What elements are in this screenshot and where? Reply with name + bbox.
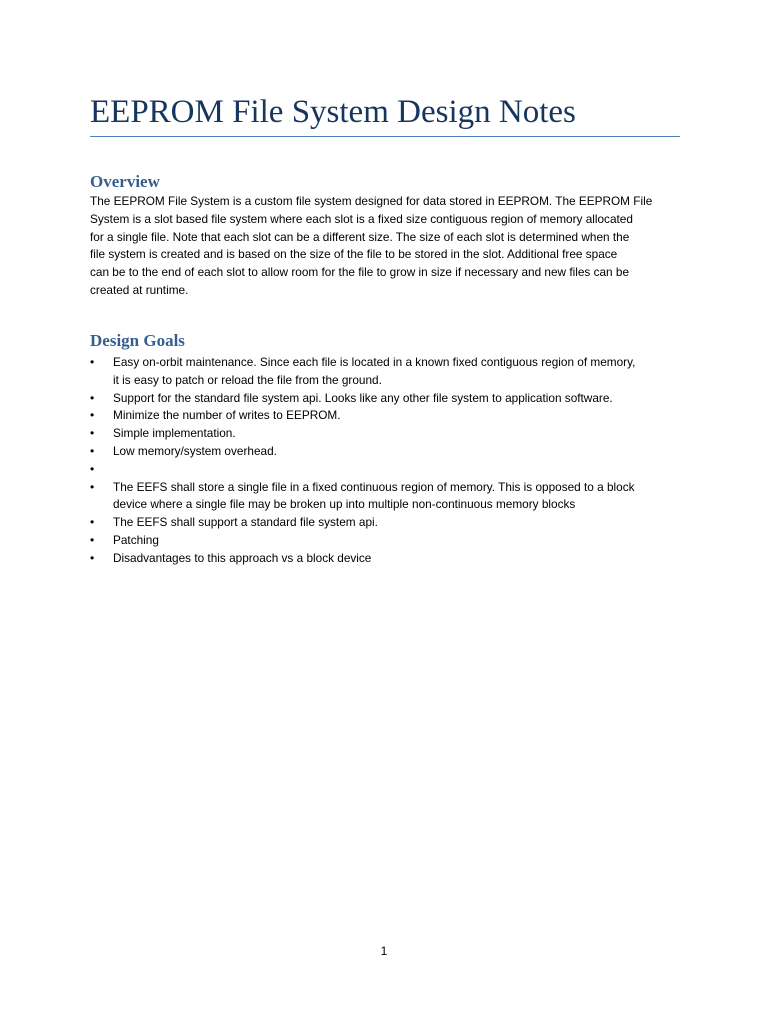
overview-line: for a single file. Note that each slot can be a different size. The size of each slot is determined when the bbox=[90, 229, 630, 244]
design-goal-item bbox=[90, 550, 690, 568]
bullet-icon: • bbox=[90, 355, 95, 369]
design-goal-text: Minimize the number of writes to EEPROM. bbox=[113, 408, 341, 423]
bullet-icon: • bbox=[90, 443, 95, 458]
bullet-icon: • bbox=[90, 390, 95, 405]
bullet-icon: • bbox=[90, 479, 95, 494]
design-goal-item bbox=[90, 425, 690, 443]
design-goal-text: Support for the standard file system api. Looks like any other file system to application software. bbox=[113, 390, 613, 405]
design-goal-text: Patching bbox=[113, 532, 159, 547]
design-goal-text: The EEFS shall support a standard file system api. bbox=[113, 515, 378, 530]
design-goals-heading: Design Goals bbox=[90, 331, 185, 350]
overview-line: created at runtime. bbox=[90, 282, 189, 297]
design-goal-text: device where a single file may be broken up into multiple non-continuous memory blocks bbox=[113, 497, 576, 512]
design-goal-text: Easy on-orbit maintenance. Since each file is located in a known fixed contiguous region of memory, bbox=[113, 355, 636, 369]
overview-line: System is a slot based file system where each slot is a fixed size contiguous region of memory allocated bbox=[90, 211, 633, 226]
overview-line: can be to the end of each slot to allow room for the file to grow in size if necessary and new files can be bbox=[90, 265, 630, 280]
design-goal-item-empty bbox=[90, 461, 690, 479]
design-goal-text: Simple implementation. bbox=[113, 426, 236, 441]
overview-line: The EEPROM File System is a custom file system designed for data stored in EEPROM. The EEPROM File bbox=[90, 194, 653, 208]
design-goal-item bbox=[90, 514, 690, 532]
design-goal-text: Low memory/system overhead. bbox=[113, 443, 277, 458]
design-goal-item bbox=[90, 407, 690, 425]
design-goal-item bbox=[90, 390, 690, 408]
title-underline bbox=[90, 136, 680, 137]
bullet-icon: • bbox=[90, 550, 95, 565]
bullet-icon: • bbox=[90, 515, 95, 530]
design-goal-text: Disadvantages to this approach vs a block device bbox=[113, 550, 372, 565]
overview-paragraph bbox=[90, 193, 690, 300]
design-goal-text: The EEFS shall store a single file in a fixed continuous region of memory. This is opposed to a block bbox=[113, 479, 635, 494]
design-goal-item bbox=[90, 354, 690, 390]
bullet-icon: • bbox=[90, 461, 95, 476]
design-goal-text: it is easy to patch or reload the file from the ground. bbox=[113, 372, 382, 387]
design-goals-list bbox=[90, 354, 690, 568]
overview-heading: Overview bbox=[90, 172, 160, 191]
document-title: EEPROM File System Design Notes bbox=[90, 94, 576, 130]
bullet-icon: • bbox=[90, 532, 95, 547]
page-number: 1 bbox=[380, 944, 388, 958]
design-goal-item bbox=[90, 532, 690, 550]
bullet-icon: • bbox=[90, 426, 95, 441]
overview-line: file system is created and is based on the size of the file to be stored in the slot. Additional free space bbox=[90, 247, 618, 262]
design-goal-item bbox=[90, 479, 690, 515]
design-goal-item bbox=[90, 443, 690, 461]
bullet-icon: • bbox=[90, 408, 95, 423]
